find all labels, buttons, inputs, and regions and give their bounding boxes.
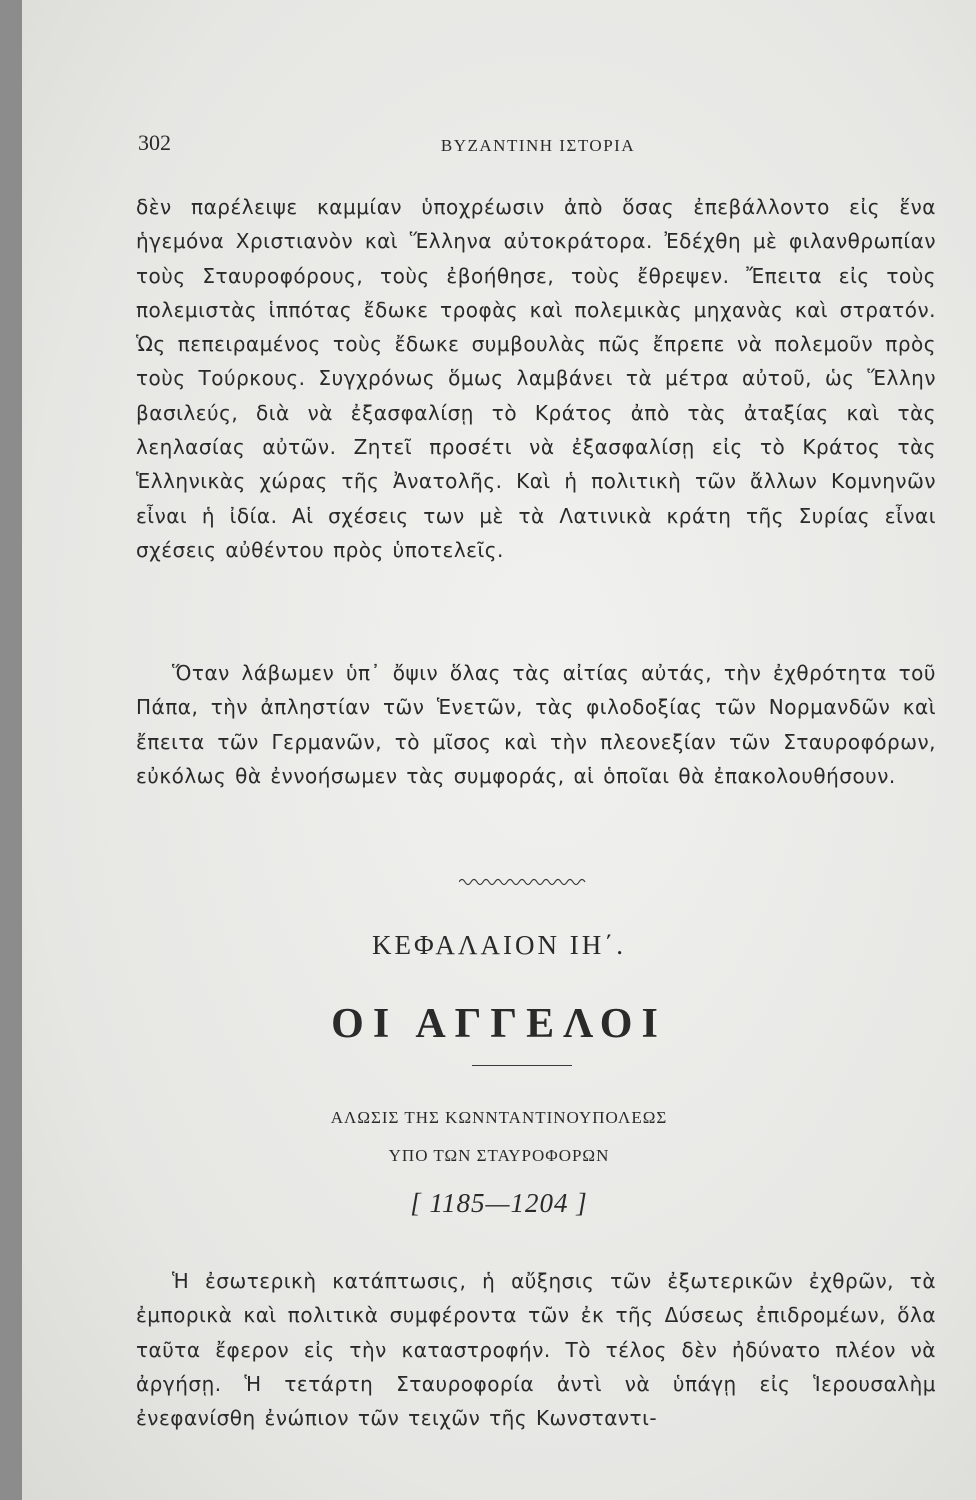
paragraph-2: Ὅταν λάβωμεν ὑπ᾿ ὄψιν ὅλας τὰς αἰτίας αὐτάς, τὴν ἐχθρότητα τοῦ Πάπα, τὴν ἀπληστίαν τῶν Ἑνετῶν, τὰς φιλοδοξίας τῶν Νορμανδῶν καὶ ἔπειτα τῶν Γερμανῶν, τὸ μῖσος καὶ τὴν πλεονεξίαν τῶν Σταυροφόρων, εὐκόλως θὰ ἐννοήσωμεν τὰς συμφοράς, αἱ ὁποῖαι θὰ ἐπακολουθήσουν.: [136, 661, 936, 788]
title-rule: [472, 1065, 572, 1066]
paragraph-1: δὲν παρέλειψε καμμίαν ὑποχρέωσιν ἀπὸ ὅσας ἐπεβάλλοντο εἰς ἕνα ἡγεμόνα Χριστιανὸν καὶ Ἕλληνα αὐτοκράτορα. Ἐδέχθη μὲ φιλανθρωπίαν τοὺς Σταυροφόρους, τοὺς ἐβοήθησε, τοὺς ἔθρεψεν. Ἔπειτα εἰς τοὺς πολεμιστὰς ἱππότας ἔδωκε τροφὰς καὶ πολεμικὰς μηχανὰς καὶ στρατόν. Ὡς πεπειραμένος τοὺς ἔδωκε συμβουλὰς πῶς ἔπρεπε νὰ πολεμοῦν πρὸς τοὺς Τούρκους. Συγχρόνως ὅμως λαμβάνει τὰ μέτρα αὐτοῦ, ὡς Ἕλλην βασιλεύς, διὰ νὰ ἐξασφαλίσῃ τὸ Κράτος ἀπὸ τὰς ἀταξίας καὶ τὰς λεηλασίας αὐτῶν. Ζητεῖ προσέτι νὰ ἐξασφαλίσῃ εἰς τὸ Κράτος τὰς Ἑλληνικὰς χώρας τῆς Ἀνατολῆς. Καὶ ἡ πολιτικὴ τῶν ἄλλων Κομνηνῶν εἶναι ἡ ἰδία. Αἱ σχέσεις των μὲ τὰ Λατινικὰ κράτη τῆς Συρίας εἶναι σχέσεις αὐθέντου πρὸς ὑποτελεῖς.: [136, 195, 936, 562]
chapter-title: ΟΙ ΑΓΓΕΛΟΙ: [331, 1001, 667, 1047]
paragraph-3: Ἡ ἐσωτερικὴ κατάπτωσις, ἡ αὔξησις τῶν ἐξωτερικῶν ἐχθρῶν, τὰ ἐμπορικὰ καὶ πολιτικὰ συμφέροντα τῶν ἐκ τῆς Δύσεως ἐπιδρομέων, ὅλα ταῦτα ἔφερον εἰς τὴν καταστροφήν. Τὸ τέλος δὲν ἠδύνατο πλέον νὰ ἀργήσῃ. Ἡ τετάρτη Σταυροφορία ἀντὶ νὰ ὑπάγῃ εἰς Ἱερουσαλὴμ ἐνεφανίσθη ἐνώπιον τῶν τειχῶν τῆς Κωνσταντι-: [136, 1269, 936, 1431]
page-header: [138, 130, 938, 164]
book-page: [22, 0, 976, 1500]
chapter-subtitle-line-1: ΑΛΩΣΙΣ ΤΗΣ ΚΩΝΝΤΑΝΤΙΝΟΥΠΟΛΕΩΣ: [330, 1108, 668, 1127]
running-title: ΒΥΖΑΝΤΙΝΗ ΙΣΤΟΡΙΑ: [440, 136, 636, 155]
wavy-divider-ornament: [459, 876, 589, 888]
chapter-label: ΚΕΦΑΛΑΙΟΝ ΙΗ΄.: [372, 930, 626, 960]
chapter-dates: [ 1185—1204 ]: [410, 1188, 588, 1218]
chapter-subtitle-line-2: ΥΠΟ ΤΩΝ ΣΤΑΥΡΟΦΟΡΩΝ: [388, 1146, 610, 1165]
page-number: 302: [138, 130, 171, 155]
